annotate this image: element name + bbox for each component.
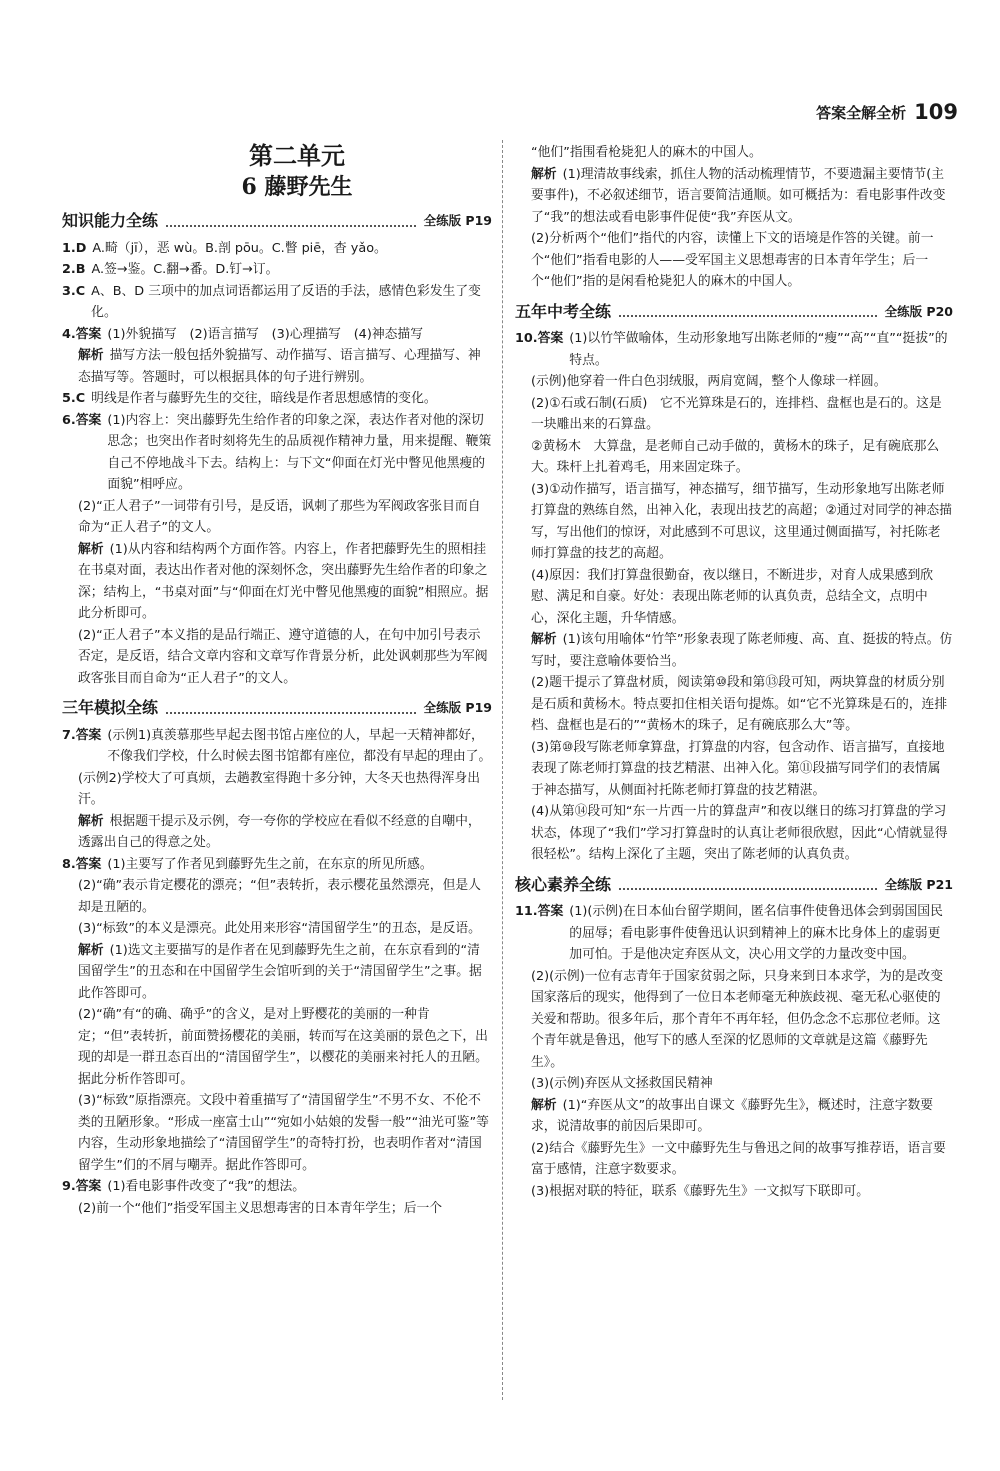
section-leader-dots bbox=[619, 878, 877, 890]
header-label: 答案全解全析 bbox=[816, 103, 907, 122]
right-column bbox=[515, 142, 953, 1202]
paragraph-text: (2)结合《藤野先生》一文中藤野先生与鲁迅之间的故事写推荐语，语言要富于感情，注意字数要求。 bbox=[531, 1140, 946, 1177]
item-text: (1)看电影事件改变了“我”的想法。 bbox=[107, 1179, 306, 1194]
unit-title: 第二单元 bbox=[249, 141, 345, 170]
section-title: 五年中考全练 bbox=[515, 301, 612, 321]
paragraph-text: ②黄杨木 大算盘，是老师自己动手做的，黄杨木的珠子，足有碗底那么大。珠杆上扎着鸡毛，用来固定珠子。 bbox=[531, 438, 940, 475]
paragraph-text: (2)“确”有“的确、确乎”的含义，是对上野樱花的美丽的一种肯定；“但”表转折，前面赞扬樱花的美丽，转而写在这美丽的景色之下，出现的却是一群丑态百出的“清国留学生”，以樱花的美丽来衬托人的丑陋。据此分析作答即可。 bbox=[78, 1007, 488, 1087]
answer-item bbox=[62, 410, 492, 496]
item-text: (1)以竹竿做喻体，生动形象地写出陈老师的“瘦”“高”“直”“挺拔”的特点。 bbox=[569, 331, 948, 368]
answer-paragraph bbox=[62, 940, 492, 1005]
section-header bbox=[515, 301, 953, 323]
answer-paragraph bbox=[515, 142, 953, 164]
answer-item bbox=[62, 238, 492, 260]
item-number: 10.答案 bbox=[515, 331, 564, 346]
paragraph-text: (示例2)学校大了可真烦，去趟教室得跑十多分钟，大冬天也热得浑身出汗。 bbox=[78, 770, 481, 807]
paragraph-text: (2)题干提示了算盘材质，阅读第⑩段和第⑬段可知，两块算盘的材质分别是石质和黄杨木。特点要扣住相关语句提炼。如“它不光算珠是石的，连排档、盘框也是石的”“黄杨木的珠子，足有碗底那么大”等。 bbox=[531, 675, 948, 733]
paragraph-text: (1)从内容和结构两个方面作答。内容上，作者把藤野先生的照相挂在书桌对面，表达出作者对他的深刻怀念，突出藤野先生给作者的印象之深；结构上，“书桌对面”与“仰面在灯光中瞥见他黑瘦的面貌”相照应。据此分析即可。 bbox=[78, 541, 489, 621]
right-content bbox=[515, 142, 953, 1202]
answer-paragraph bbox=[515, 1095, 953, 1138]
answer-paragraph bbox=[515, 436, 953, 479]
answer-paragraph bbox=[62, 1090, 492, 1176]
paragraph-text: 描写方法一般包括外貌描写、动作描写、语言描写、心理描写、神态描写等。答题时，可以根据具体的句子进行辨别。 bbox=[78, 348, 481, 385]
item-text: (1)(示例)在日本仙台留学期间，匿名信事件使鲁迅体会到弱国国民的屈辱；看电影事件使鲁迅认识到精神上的麻木比身体上的虚弱更加可怕。于是他决定弃医从文，决心用文学的力量改变中国。 bbox=[569, 904, 943, 962]
analysis-tag: 解析 bbox=[531, 1097, 557, 1113]
section-header bbox=[62, 210, 492, 232]
left-content bbox=[62, 210, 492, 1219]
paragraph-text: (3)根据对联的特征，联系《藤野先生》一文拟写下联即可。 bbox=[531, 1183, 870, 1199]
item-text: (示例1)真羡慕那些早起去图书馆占座位的人，早起一天精神都好，不像我们学校，什么时候去图书馆都有座位，都没有早起的理由了。 bbox=[107, 727, 492, 764]
item-number: 2.B bbox=[62, 262, 86, 277]
answer-item bbox=[62, 1176, 492, 1198]
answer-item bbox=[62, 725, 492, 768]
section-title: 知识能力全练 bbox=[62, 211, 159, 230]
paragraph-text: (2)(示例)一位有志青年于国家贫弱之际，只身来到日本求学，为的是改变国家落后的现实，他得到了一位日本老师毫无种族歧视、毫无私心驱使的关爱和帮助。很多年后，那个青年不再年轻，但仍念念不忘那位老师。这个青年就是鲁迅，他写下的感人至深的忆恩师的文章就是这篇《藤野先生》。 bbox=[531, 968, 944, 1070]
answer-paragraph bbox=[62, 539, 492, 625]
answer-item bbox=[515, 328, 953, 371]
answer-paragraph bbox=[62, 1198, 492, 1220]
paragraph-text: (1)“弃医从文”的故事出自课文《藤野先生》，概述时，注意字数要求，说清故事的前因后果即可。 bbox=[531, 1097, 934, 1134]
answer-paragraph bbox=[515, 1138, 953, 1181]
answer-paragraph bbox=[515, 966, 953, 1074]
item-text: (1)内容上：突出藤野先生给作者的印象之深，表达作者对他的深切思念；也突出作者时刻将先生的品质视作精神力量，用来提醒、鞭策自己不停地战斗下去。结构上：与下文“仰面在灯光中瞥见他黑瘦的面貌”相呼应。 bbox=[107, 412, 492, 492]
answer-paragraph bbox=[515, 672, 953, 737]
answer-item bbox=[62, 281, 492, 324]
lesson-title: 6 藤野先生 bbox=[241, 174, 353, 200]
analysis-tag: 解析 bbox=[78, 942, 104, 958]
analysis-tag: 解析 bbox=[531, 166, 557, 182]
section-page-ref: 全练版 P20 bbox=[884, 303, 953, 319]
item-number: 4.答案 bbox=[62, 326, 102, 342]
answer-paragraph bbox=[515, 479, 953, 565]
section-leader-dots bbox=[619, 305, 877, 317]
answer-item bbox=[515, 901, 953, 966]
paragraph-text: (2)分析两个“他们”指代的内容，读懂上下文的语境是作答的关键。前一个“他们”指看电影的人——受军国主义思想毒害的日本青年学生；后一个“他们”指的是闲看枪毙犯人的麻木的中国人。 bbox=[531, 231, 934, 289]
paragraph-text: (3)“标致”的本义是漂亮。此处用来形容“清国留学生”的丑态，是反语。 bbox=[78, 921, 481, 936]
answer-paragraph bbox=[515, 801, 953, 866]
section-page-ref: 全练版 P19 bbox=[423, 213, 492, 228]
answer-paragraph bbox=[62, 1004, 492, 1090]
item-text: (1)主要写了作者见到藤野先生之前，在东京的所见所感。 bbox=[107, 856, 433, 872]
answer-paragraph bbox=[515, 371, 953, 393]
paragraph-text: (示例)他穿着一件白色羽绒服，两肩宽阔，整个人像球一样圆。 bbox=[531, 374, 887, 389]
analysis-tag: 解析 bbox=[78, 348, 104, 363]
page-number: 109 bbox=[914, 100, 958, 124]
section-page-ref: 全练版 P19 bbox=[423, 700, 492, 715]
item-number: 1.D bbox=[62, 240, 87, 256]
answer-paragraph bbox=[62, 625, 492, 690]
paragraph-text: (2)“正人君子”本义指的是品行端正、遵守道德的人，在句中加引号表示否定，是反语，结合文章内容和文章写作背景分析，此处讽刺那些为军阀政客张目而自命为“正人君子”的文人。 bbox=[78, 627, 488, 686]
paragraph-text: (2)①石或石制(石质) 它不光算珠是石的，连排档、盘框也是石的。这是一块雕出来的石算盘。 bbox=[531, 395, 942, 432]
section-title: 核心素养全练 bbox=[515, 874, 612, 894]
paragraph-text: (3)(示例)弃医从文拯救国民精神 bbox=[531, 1076, 713, 1091]
answer-paragraph bbox=[515, 393, 953, 436]
paragraph-text: (2)“确”表示肯定樱花的漂亮；“但”表转折，表示樱花虽然漂亮，但是人却是丑陋的。 bbox=[78, 878, 481, 915]
section-header bbox=[62, 697, 492, 719]
answer-paragraph bbox=[62, 875, 492, 918]
analysis-tag: 解析 bbox=[78, 541, 104, 557]
paragraph-text: (1)该句用喻体“竹竿”形象表现了陈老师瘦、高、直、挺拔的特点。仿写时，要注意喻体要恰当。 bbox=[531, 632, 953, 669]
item-number: 3.C bbox=[62, 283, 86, 299]
analysis-tag: 解析 bbox=[531, 632, 557, 647]
section-leader-dots bbox=[166, 702, 416, 714]
item-number: 8.答案 bbox=[62, 856, 102, 872]
item-number: 7.答案 bbox=[62, 727, 102, 743]
paragraph-text: (3)①动作描写，语言描写，神态描写，细节描写，生动形象地写出陈老师打算盘的熟练自然，出神入化，表现出技艺的高超；②通过对同学的神态描写，写出他们的惊讶，对此感到不可思议，这里通过侧面描写，衬托陈老师打算盘的技艺的高超。 bbox=[531, 481, 952, 561]
answer-paragraph bbox=[515, 164, 953, 229]
answer-paragraph bbox=[515, 565, 953, 630]
paragraph-text: 根据题干提示及示例，夸一夸你的学校应在看似不经意的自嘲中，透露出自己的得意之处。 bbox=[78, 813, 481, 850]
paragraph-text: (2)“正人君子”一词带有引号，是反语，讽刺了那些为军阀政客张目而自命为“正人君子”的文人。 bbox=[78, 498, 481, 535]
paragraph-text: (1)选文主要描写的是作者在见到藤野先生之前，在东京看到的“清国留学生”的丑态和在中国留学生会馆听到的关于“清国留学生”之事。据此作答即可。 bbox=[78, 942, 482, 1001]
answer-paragraph bbox=[62, 496, 492, 539]
answer-paragraph bbox=[515, 629, 953, 672]
answer-paragraph bbox=[62, 768, 492, 811]
paragraph-text: (2)前一个“他们”指受军国主义思想毒害的日本青年学生；后一个 bbox=[78, 1200, 443, 1216]
left-column bbox=[62, 140, 492, 1219]
page-header bbox=[816, 100, 958, 124]
answer-paragraph bbox=[62, 345, 492, 388]
item-number: 9.答案 bbox=[62, 1179, 102, 1194]
item-text: 明线是作者与藤野先生的交往，暗线是作者思想感情的变化。 bbox=[91, 391, 437, 406]
answer-item bbox=[62, 259, 492, 281]
paragraph-text: (3)“标致”原指漂亮。文段中着重描写了“清国留学生”不男不女、不伦不类的丑陋形象。“形成一座富士山”“宛如小姑娘的发髻一般”“油光可鉴”等内容，生动形象地描绘了“清国留学生”的奇特打扮，也表明作者对“清国留学生”们的不屑与嘲弄。据此作答即可。 bbox=[78, 1093, 489, 1173]
analysis-tag: 解析 bbox=[78, 813, 104, 829]
paragraph-text: “他们”指围看枪毙犯人的麻木的中国人。 bbox=[531, 145, 762, 160]
section-leader-dots bbox=[166, 215, 416, 227]
item-text: A.签→鉴。C.翻→番。D.钉→订。 bbox=[91, 262, 279, 277]
item-text: A、B、D 三项中的加点词语都运用了反语的手法，感情色彩发生了变化。 bbox=[91, 283, 481, 320]
column-divider bbox=[502, 140, 503, 1400]
answer-paragraph bbox=[62, 811, 492, 854]
paragraph-text: (4)从第⑭段可知“东一片西一片的算盘声”和夜以继日的练习打算盘的学习状态，体现了“我们”学习打算盘时的认真让老师很欣慰，因此“心情就显得很轻松”。结构上深化了主题，突出了陈老师的认真负责。 bbox=[531, 804, 948, 862]
answer-item bbox=[62, 324, 492, 346]
item-text: A.畸（jī），恶 wù。B.剖 pōu。C.瞥 piē，杳 yǎo。 bbox=[92, 240, 387, 256]
item-number: 11.答案 bbox=[515, 904, 564, 919]
answer-item bbox=[62, 388, 492, 410]
item-text: (1)外貌描写 (2)语言描写 (3)心理描写 (4)神态描写 bbox=[107, 326, 424, 342]
paragraph-text: (1)理清故事线索，抓住人物的活动梳理情节，不要遗漏主要情节(主要事件)，不必叙述细节，语言要简洁通顺。如可概括为：看电影事件改变了“我”的想法或看电影事件促使“我”弃医从文。 bbox=[531, 166, 946, 225]
answer-paragraph bbox=[515, 228, 953, 293]
item-number: 5.C bbox=[62, 391, 86, 406]
paragraph-text: (3)第⑩段写陈老师拿算盘，打算盘的内容，包含动作、语言描写，直接地表现了陈老师打算盘的技艺精湛、出神入化。第⑪段描写同学们的表情属于神态描写，从侧面衬托陈老师打算盘的技艺精湛。 bbox=[531, 739, 945, 798]
answer-paragraph bbox=[62, 918, 492, 940]
item-number: 6.答案 bbox=[62, 412, 102, 428]
answer-paragraph bbox=[515, 737, 953, 802]
section-header bbox=[515, 874, 953, 896]
section-page-ref: 全练版 P21 bbox=[884, 876, 953, 892]
paragraph-text: (4)原因：我们打算盘很勤奋，夜以继日，不断进步，对育人成果感到欣慰、满足和自豪。好处：表现出陈老师的认真负责，总结全文，点明中心，深化主题，升华情感。 bbox=[531, 567, 934, 626]
section-title: 三年模拟全练 bbox=[62, 698, 159, 717]
answer-paragraph bbox=[515, 1073, 953, 1095]
answer-item bbox=[62, 854, 492, 876]
answer-paragraph bbox=[515, 1181, 953, 1203]
